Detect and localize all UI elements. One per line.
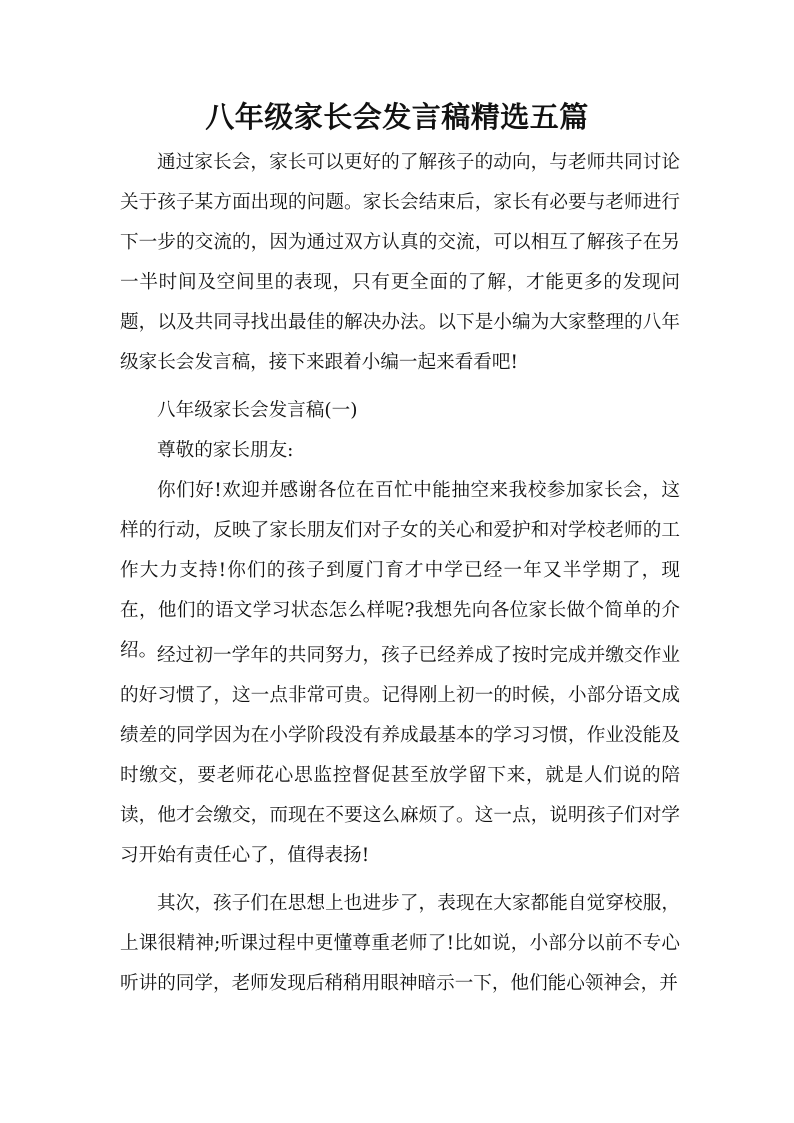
salutation: 尊敬的家长朋友: — [157, 440, 294, 461]
body-paragraph-2: 经过初一学年的共同努力，孩子已经养成了按时完成并缴交作业的好习惯了，这一点非常可贵。记得刚上初一的时候，小部分语文成绩差的同学因为在小学阶段没有养成最基本的学习习惯，作业没能及时缴交，要老师花心思监控督促甚至放学留下来，就是人们说的陪读，他才会缴交，而现在不要这么麻烦了。这一点，说明孩子们对学习开始有责任心了，值得表扬! — [120, 645, 680, 866]
document-title: 八年级家长会发言稿精选五篇 — [205, 100, 589, 134]
body-paragraph-1: 你们好!欢迎并感谢各位在百忙中能抽空来我校参加家长会，这样的行动，反映了家长朋友们对子女的关心和爱护和对学校老师的工作大力支持!你们的孩子到厦门育才中学已经一年又半学期了，现在，他们的语文学习状态怎么样呢?我想先向各位家长做个简单的介绍。 — [120, 480, 680, 661]
section-heading: 八年级家长会发言稿(一) — [157, 400, 358, 421]
intro-paragraph: 通过家长会，家长可以更好的了解孩子的动向，与老师共同讨论关于孩子某方面出现的问题。家长会结束后，家长有必要与老师进行下一步的交流的，因为通过双方认真的交流，可以相互了解孩子在另一半时间及空间里的表现，只有更全面的了解，才能更多的发现问题，以及共同寻找出最佳的解决办法。以下是小编为大家整理的八年级家长会发言稿，接下来跟着小编一起来看看吧! — [120, 152, 680, 373]
body-paragraph-3: 其次，孩子们在思想上也进步了，表现在大家都能自觉穿校服，上课很精神;听课过程中更懂尊重老师了!比如说，小部分以前不专心听讲的同学，老师发现后稍稍用眼神暗示一下，他们能心领神会，并 — [120, 893, 680, 994]
